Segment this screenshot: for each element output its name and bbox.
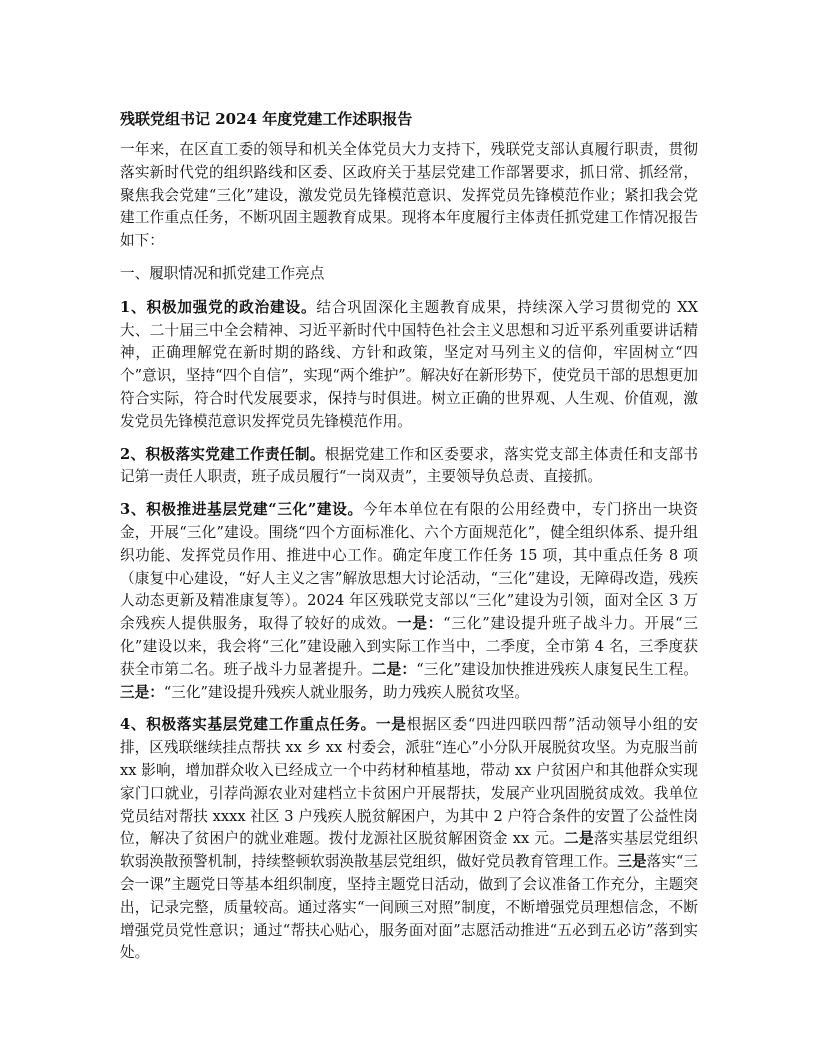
- item-1-text: 结合巩固深化主题教育成果，持续深入学习贯彻党的 XX 大、二十届三中全会精神、习近平新时代中国特色社会主义思想和习近平系列重要讲话精神，正确理解党在新时期的路线、方针和政策，坚定对马列主义的信仰，牢固树立“四个”意识，坚持“四个自信”，实现“两个维护”。解决好在新形势下，使党员干部的思想更加符合实际，符合时代发展要求，保持与时俱进。树立正确的世界观、人生观、价值观，激发党员先锋模范意识发挥党员先锋模范作用。: [120, 298, 699, 430]
- item-3-paragraph: [120, 499, 698, 704]
- item-4-point-2: 二是: [564, 830, 594, 848]
- item-3-text-d: “三化”建设提升残疾人就业服务，助力残疾人脱贫攻坚。: [163, 683, 529, 701]
- item-4-text-a: 根据区委“四进四联四帮”活动领导小组的安排，区残联继续挂点帮扶 xx 乡 xx 村委会，派驻“连心”小分队开展脱贫攻坚。为克服当前 xx 影响，增加群众收入已经成立一个中药材种植基地，带动 xx 户贫困户和其他群众实现家门口就业，引荐尚源农业对建档立卡贫困户开展帮扶，发展产业巩固脱贫成效。我单位党员结对帮扶 xxxx 社区 3 户残疾人脱贫解困户，为其中 2 户符合条件的安置了公益性岗位，解决了贫困户的就业难题。拨付龙源社区脱贫解困资金 xx 元。: [120, 716, 698, 848]
- section-heading: 一、履职情况和抓党建工作亮点: [120, 264, 325, 282]
- item-3-point-2: 二是：: [371, 660, 417, 678]
- item-2-text: 根据党建工作和区委要求，落实党支部主体责任和支部书记第一责任人职责，班子成员履行“一岗双责”，主要领导负总责、直接抓。: [120, 445, 698, 486]
- item-3-point-3: 三是：: [120, 683, 164, 701]
- item-4-heading: 4、积极落实基层党建工作重点任务。: [120, 716, 376, 734]
- item-2-heading: 2、积极落实党建工作责任制。: [120, 445, 325, 463]
- item-3-text-c: “三化”建设加快推进残疾人康复民生工程。: [416, 660, 698, 678]
- item-4-text-c: 落实“三会一课”主题党日等基本组织制度，坚持主题党日活动，做到了会议准备工作充分，主题突出，记录完整，质量较高。通过落实“一间顾三对照”制度，不断增强党员理想信念，不断增强党员党性意识；通过“帮扶心贴心，服务面对面”志愿活动推进“五必到五必访”落到实处。: [120, 853, 698, 962]
- item-4-point-1: 一是: [375, 716, 407, 734]
- item-3-text-b: “三化”建设提升班子战斗力。开展“三化”建设以来，我会将“三化”建设融入到实际工作当中，二季度，全市第 4 名，三季度获获全市第二名。班子战斗力显著提升。: [120, 615, 698, 678]
- item-3-heading: 3、积极推进基层党建“三化”建设。: [120, 501, 363, 519]
- item-1-heading: 1、积极加强党的政治建设。: [120, 298, 317, 316]
- document-title: 残联党组书记 2024 年度党建工作述职报告: [120, 110, 413, 128]
- item-3-text-a: 今年本单位在有限的公用经费中，专门挤出一块资金，开展“三化”建设。围绕“四个方面标准化、六个方面规范化”，健全组织体系、提升组织功能、发挥党员作用、推进中心工作。确定年度工作任务 15 项，其中重点任务 8 项（康复中心建设，“好人主义之害”解放思想大讨论活动，“三化”建设，无障碍改造，残疾人动态更新及精准康复等）。2024 年区残联党支部以“三化”建设为引领，面对全区 3 万余残疾人提供服务，取得了较好的成效。: [120, 501, 698, 633]
- item-4-point-3: 三是: [617, 853, 647, 871]
- intro-paragraph: 一年来，在区直工委的领导和机关全体党员大力支持下，残联党支部认真履行职责，贯彻落实新时代党的组织路线和区委、区政府关于基层党建工作部署要求，抓日常、抓经常，聚焦我会党建“三化”建设，激发党员先锋模范意识、发挥党员先锋模范作业；紧扣我会党建工作重点任务，不断巩固主题教育成果。现将本年度履行主体责任抓党建工作情况报告如下：: [120, 141, 698, 250]
- item-1-paragraph: [120, 297, 698, 434]
- item-2-paragraph: [120, 444, 698, 490]
- item-3-point-1: 一是：: [397, 615, 444, 633]
- item-4-text-b: 落实基层党组织软弱涣散预警机制，持续整顿软弱涣散基层党组织，做好党员教育管理工作。: [120, 830, 698, 871]
- item-4-paragraph: [120, 714, 698, 965]
